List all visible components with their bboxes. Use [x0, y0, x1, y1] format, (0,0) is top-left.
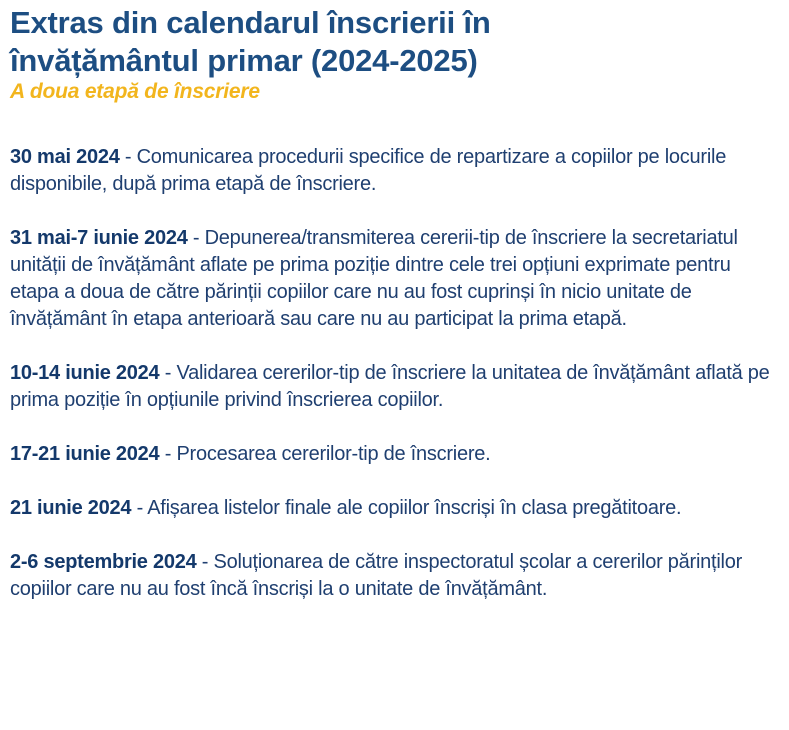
event-item [10, 495, 782, 522]
event-description: Validarea cererilor-tip de înscriere la unitatea de învățământ aflată pe prima poziție în opțiunile privind înscrierea copiilor. [10, 362, 770, 411]
event-date: 21 iunie 2024 [10, 497, 132, 519]
event-description: Afișarea listelor finale ale copiilor înscriși în clasa pregătitoare. [147, 497, 682, 519]
event-separator: - [196, 551, 214, 573]
event-date: 30 mai 2024 [10, 146, 120, 168]
event-list [10, 144, 782, 603]
event-date: 31 mai-7 iunie 2024 [10, 227, 188, 249]
title-line-2: învățământul primar (2024-2025) [10, 43, 478, 78]
event-item [10, 225, 782, 333]
event-separator: - [187, 227, 205, 249]
event-date: 2-6 septembrie 2024 [10, 551, 197, 573]
event-description: Comunicarea procedurii specifice de repartizare a copiilor pe locurile disponibile, după prima etapă de înscriere. [10, 146, 727, 195]
event-item [10, 549, 782, 603]
event-description: Soluționarea de către inspectoratul școlar a cererilor părinților copiilor care nu au fost încă înscriși la o unitate de învățământ. [10, 551, 742, 600]
event-item [10, 144, 782, 198]
event-item [10, 360, 782, 414]
event-separator: - [159, 362, 177, 384]
event-separator: - [159, 443, 177, 465]
document-header [10, 4, 780, 104]
title-line-1: Extras din calendarul înscrierii în [10, 5, 491, 40]
page-subtitle: A doua etapă de înscriere [10, 80, 260, 103]
event-description: Procesarea cererilor-tip de înscriere. [176, 443, 491, 465]
event-date: 10-14 iunie 2024 [10, 362, 160, 384]
event-description: Depunerea/transmiterea cererii-tip de înscriere la secretariatul unității de învățământ aflate pe prima poziție dintre cele trei opțiuni exprimate pentru etapa a doua de către părinții copiilor care nu au fost cuprinși în nicio unitate de învățământ în etapa anterioară sau care nu au participat la prima etapă. [10, 227, 738, 330]
event-item [10, 441, 782, 468]
event-separator: - [131, 497, 148, 519]
event-date: 17-21 iunie 2024 [10, 443, 160, 465]
event-separator: - [119, 146, 137, 168]
page-title [10, 4, 780, 80]
